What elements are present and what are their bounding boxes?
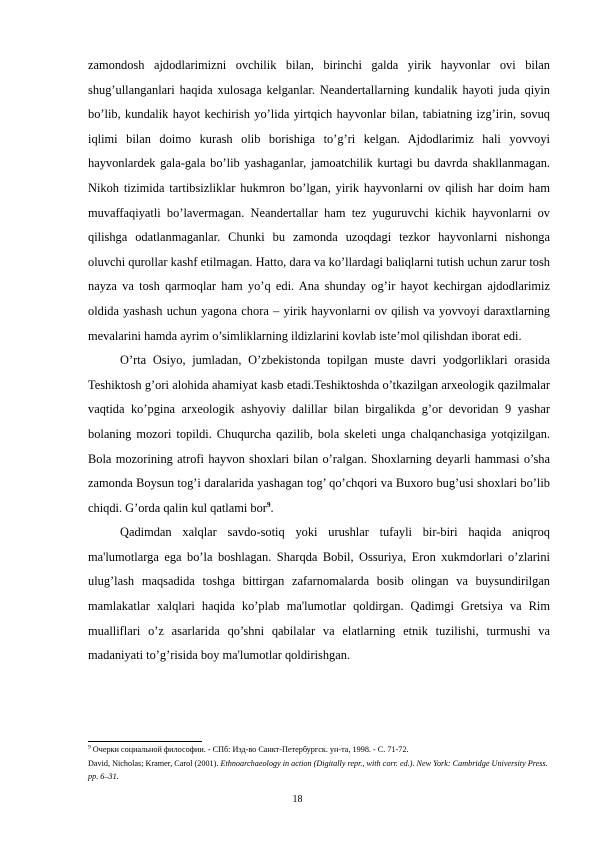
footnote-1	[88, 743, 550, 757]
footnote-1-mark: 9	[88, 744, 91, 751]
paragraph-2	[88, 348, 550, 520]
footnote-reference[interactable]: 9	[266, 500, 271, 509]
body-text	[88, 53, 550, 668]
footnote-2-title: Ethnoarchaeology in action (Digitally repr., with corr. ed.). New York: Cambridge University Press. pp. 6–31.	[88, 758, 548, 782]
paragraph-1-text: zamondosh ajdodlarimizni ovchilik bilan, birinchi galda yirik hayvonlar ovi bilan shug’ullanganlari haqida xulosaga kelganlar. Neandertallarning kundalik hayoti juda qiyin bo’lib, kundalik hayot kechirish yo’lida yirtqich hayvonlar bilan, tabiatning izg’irin, sovuq iqlimi bilan doimo kurash olib borishiga to’g’ri kelgan. Ajdodlarimiz hali yovvoyi hayvonlardek gala-gala bo’lib yashaganlar, jamoatchilik kurtagi bu davrda shakllanmagan. Nikoh tizimida tartibsizliklar hukmron bo’lgan, yirik hayvonlarni ov qilish har doim ham muvaffaqiyatli bo’lavermagan. Neandertallar ham tez yuguruvchi kichik hayvonlarni ov qilishga odatlanmaganlar. Chunki bu zamonda uzoqdagi tezkor hayvonlarni nishonga oluvchi qurollar kashf etilmagan. Hatto, dara va ko’llardagi baliqlarni tutish uchun zarur tosh nayza va tosh qarmoqlar ham yo’q edi. Ana shunday og’ir hayot kechirgan ajdodlarimiz oldida yashash uchun yagona chora – yirik hayvonlarni ov qilish va yovvoyi daraxtlarning mevalarini hamda ayrim o’simliklarning ildizlarini kovlab iste’mol qilishdan iborat edi.	[88, 58, 550, 343]
footnotes	[88, 743, 550, 784]
paragraph-3	[88, 520, 550, 668]
footnote-2	[88, 757, 550, 784]
paragraph-2-end: .	[270, 500, 274, 515]
paragraph-2-text: O’rta Osiyo, jumladan, O’zbekistonda topilgan muste davri yodgorliklari orasida Teshiktosh g’ori alohida ahamiyat kasb etadi.Teshiktoshda o’tkazilgan arxeologik qazilmalar vaqtida ko’pgina arxeologik ashyoviy dalillar bilan birgalikda g’or devoridan 9 yashar bolaning mozori topildi. Chuqurcha qazilib, bola skeleti unga chalqanchasiga yotqizilgan. Bola mozorining atrofi hayvon shoxlari bilan o’ralgan. Shoxlarning deyarli hammasi o’sha zamonda Boysun tog’i daralarida yashagan tog’ qo’chqori va Buxoro bug’usi shoxlari bo’lib chiqdi. G’orda qalin kul qatlami bor	[88, 353, 550, 515]
footnote-2-authors: David, Nicholas; Kramer, Carol (2001).	[88, 758, 221, 768]
paragraph-3-text: Qadimdan xalqlar savdo-sotiq yoki urushlar tufayli bir-biri haqida aniqroq ma'lumotlarga ega bo’la boshlagan. Sharqda Bobil, Ossuriya, Eron xukmdorlari o’zlarini ulug’lash maqsadida toshga bittirgan zafarnomalarda bosib olingan va buysundirilgan mamlakatlar xalqlari haqida ko’plab ma'lumotlar qoldirgan. Qadimgi Gretsiya va Rim mualliflari o’z asarlarida qo’shni qabilalar va elatlarning etnik tuzilishi, turmushi va madaniyati to’g’risida boy ma'lumotlar qoldirishgan.	[88, 525, 550, 663]
footnote-separator	[88, 741, 202, 742]
page-number: 18	[292, 794, 303, 805]
paragraph-1	[88, 53, 550, 348]
footnote-1-text: Очерки социальной философии. - СПб: Изд-во Санкт-Петербургск. ун-та, 1998. - С. 71-72.	[90, 745, 409, 754]
